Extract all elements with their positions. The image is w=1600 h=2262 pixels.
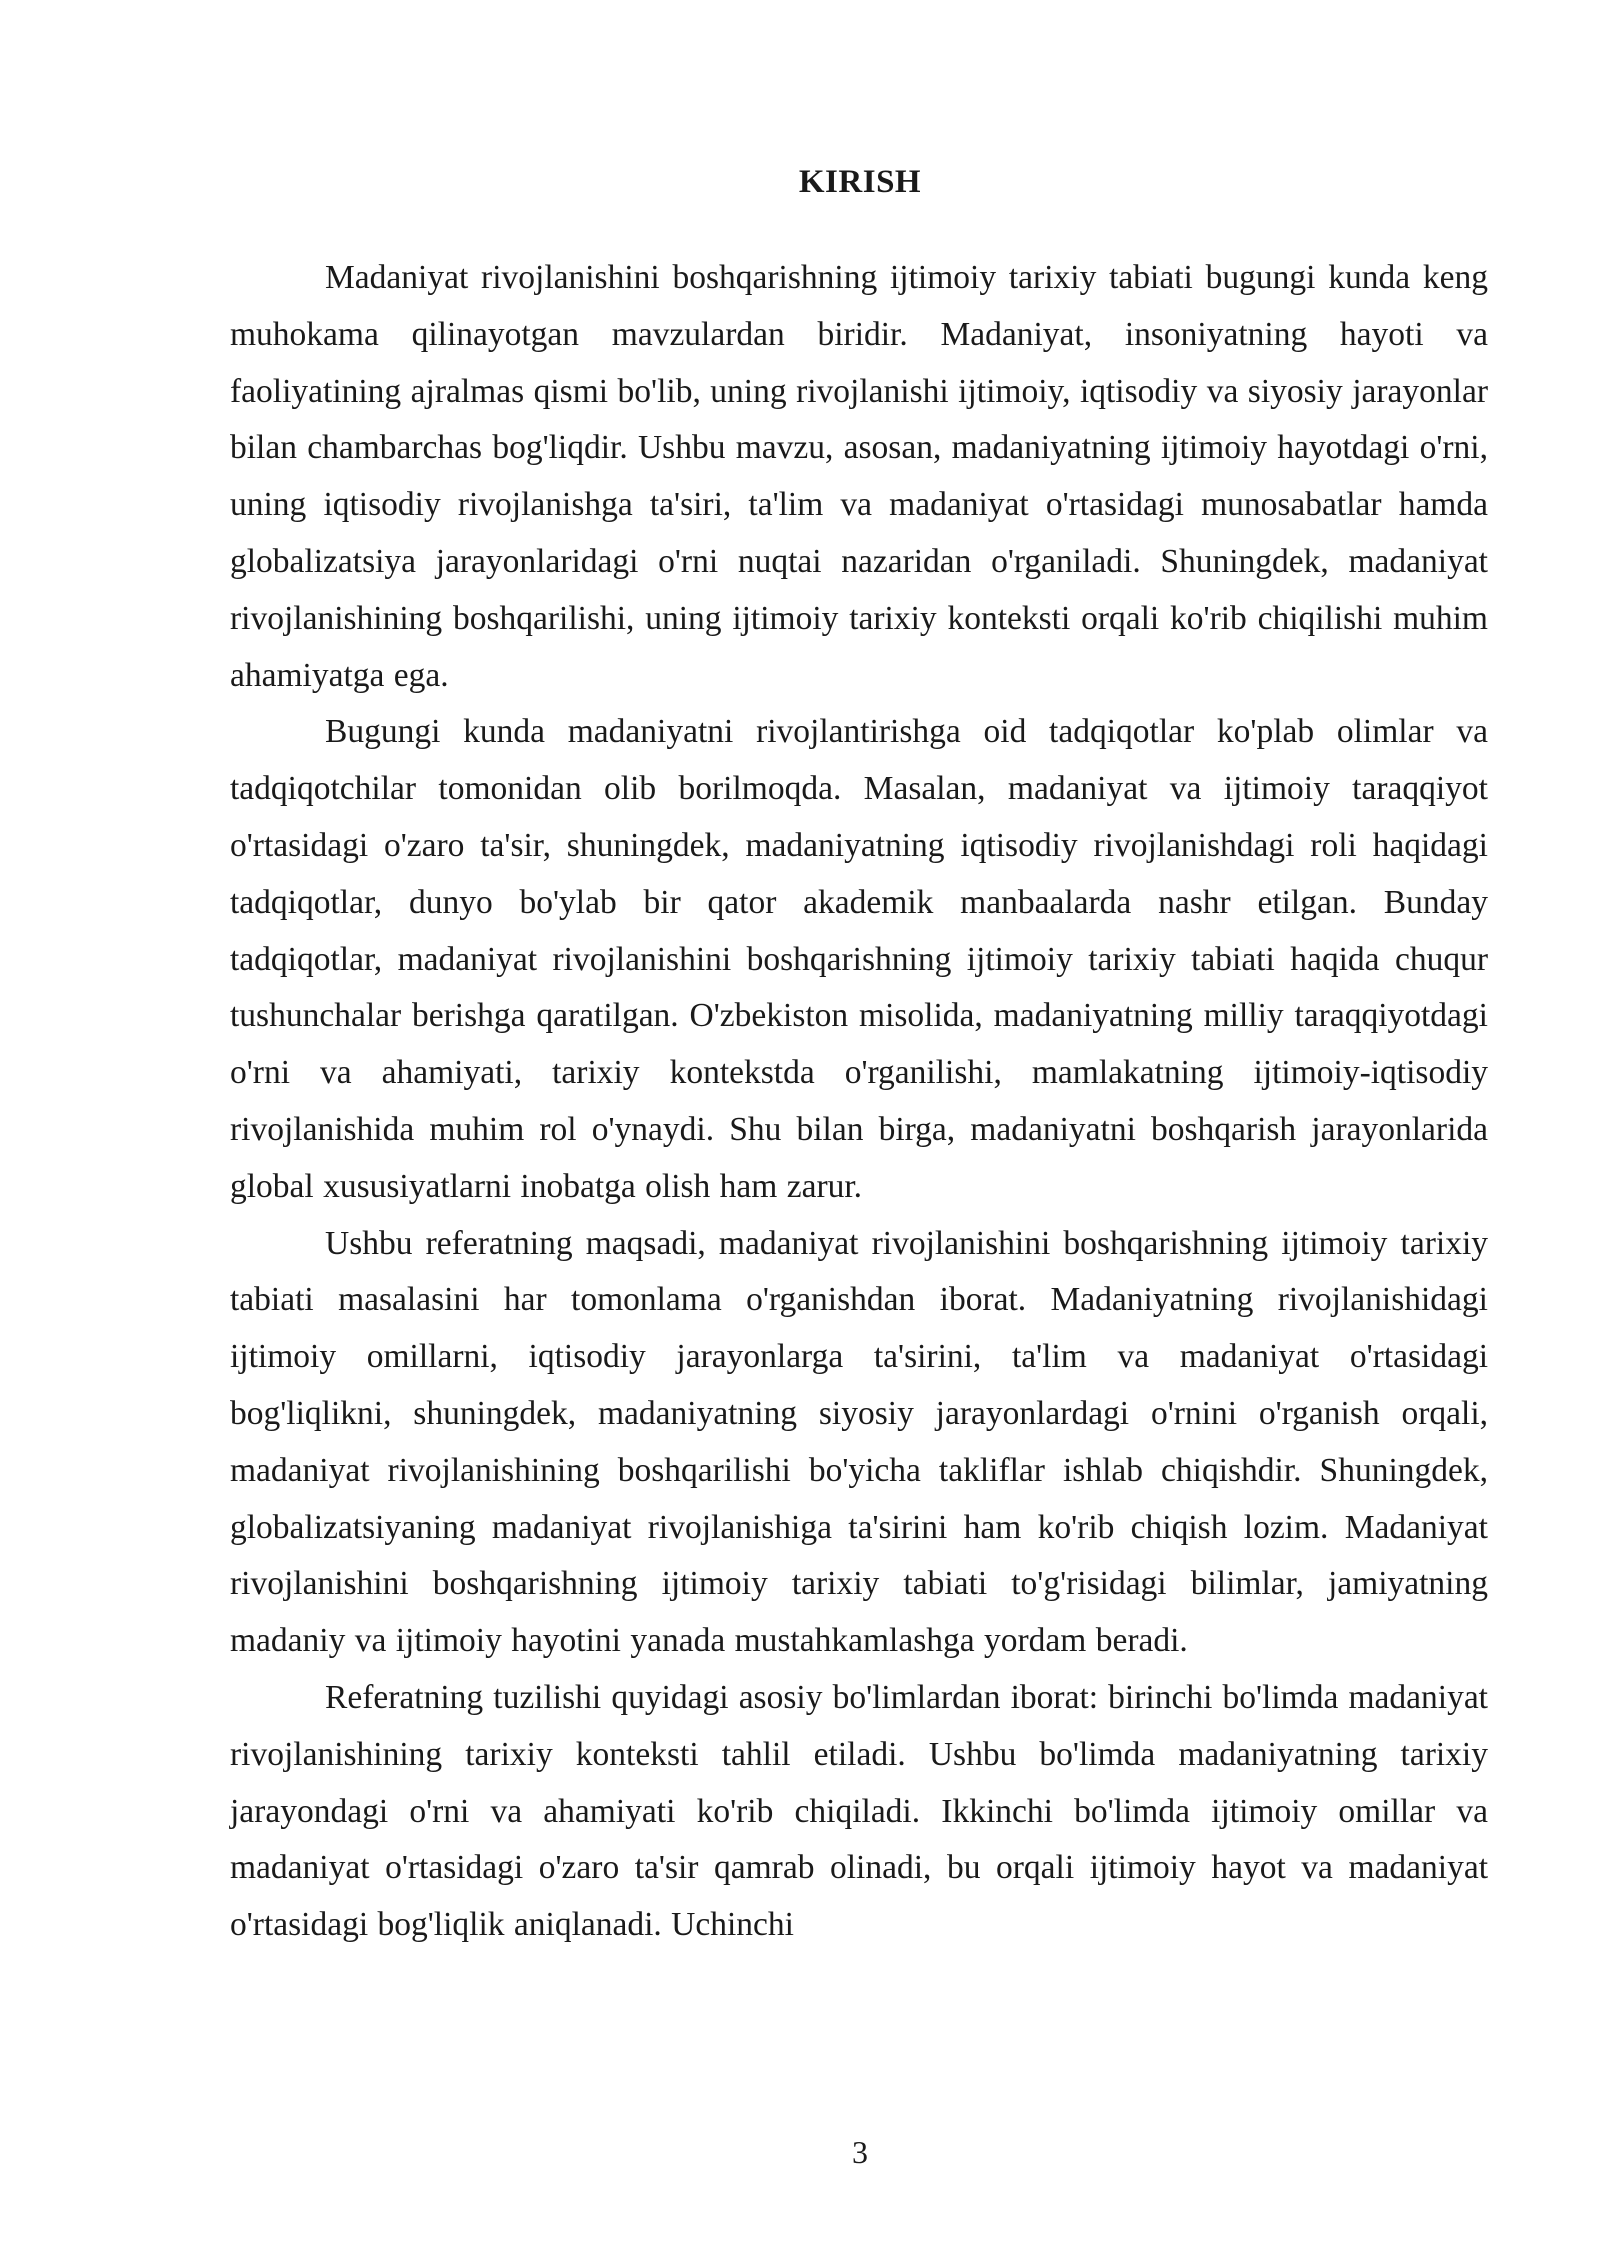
paragraph-1: Madaniyat rivojlanishini boshqarishning ijtimoiy tarixiy tabiati bugungi kunda keng muhokama qilinayotgan mavzulardan biridir. Madaniyat, insoniyatning hayoti va faoliyatining ajralmas qismi bo'lib, uning rivojlanishi ijtimoiy, iqtisodiy va siyosiy jarayonlar bilan chambarchas bog'liqdir. Ushbu mavzu, asosan, madaniyatning ijtimoiy hayotdagi o'rni, uning iqtisodiy rivojlanishga ta'siri, ta'lim va madaniyat o'rtasidagi munosabatlar hamda globalizatsiya jarayonlaridagi o'rni nuqtai nazaridan o'rganiladi. Shuningdek, madaniyat rivojlanishining boshqarilishi, uning ijtimoiy tarixiy konteksti orqali ko'rib chiqilishi muhim ahamiyatga ega. xyxy=(230,259,1488,694)
paragraph-4: Referatning tuzilishi quyidagi asosiy bo'limlardan iborat: birinchi bo'limda madaniyat rivojlanishining tarixiy konteksti tahlil etiladi. Ushbu bo'limda madaniyatning tarixiy jarayondagi o'rni va ahamiyati ko'rib chiqiladi. Ikkinchi bo'limda ijtimoiy omillar va madaniyat o'rtasidagi o'zaro ta'sir qamrab olinadi, bu orqali ijtimoiy hayot va madaniyat o'rtasidagi bog'liqlik aniqlanadi. Uchinchi xyxy=(230,1678,1488,1944)
page-number: 3 xyxy=(852,2134,868,2170)
paragraph-2: Bugungi kunda madaniyatni rivojlantirishga oid tadqiqotlar ko'plab olimlar va tadqiqotchilar tomonidan olib borilmoqda. Masalan, madaniyat va ijtimoiy taraqqiyot o'rtasidagi o'zaro ta'sir, shuningdek, madaniyatning iqtisodiy rivojlanishdagi roli haqidagi tadqiqotlar, dunyo bo'ylab bir qator akademik manbaalarda nashr etilgan. Bunday tadqiqotlar, madaniyat rivojlanishini boshqarishning ijtimoiy tarixiy tabiati haqida chuqur tushunchalar berishga qaratilgan. O'zbekiston misolida, madaniyatning milliy taraqqiyotdagi o'rni va ahamiyati, tarixiy kontekstda o'rganilishi, mamlakatning ijtimoiy-iqtisodiy rivojlanishida muhim rol o'ynaydi. Shu bilan birga, madaniyatni boshqarish jarayonlarida global xususiyatlarni inobatga olish ham zarur. xyxy=(230,713,1488,1205)
section-heading: KIRISH xyxy=(798,164,922,200)
body-text xyxy=(230,250,1488,1954)
paragraph-3: Ushbu referatning maqsadi, madaniyat rivojlanishini boshqarishning ijtimoiy tarixiy tabiati masalasini har tomonlama o'rganishdan iborat. Madaniyatning rivojlanishidagi ijtimoiy omillarni, iqtisodiy jarayonlarga ta'sirini, ta'lim va madaniyat o'rtasidagi bog'liqlikni, shuningdek, madaniyatning siyosiy jarayonlardagi o'rnini o'rganish orqali, madaniyat rivojlanishining boshqarilishi bo'yicha takliflar ishlab chiqishdir. Shuningdek, globalizatsiyaning madaniyat rivojlanishiga ta'sirini ham ko'rib chiqish lozim. Madaniyat rivojlanishini boshqarishning ijtimoiy tarixiy tabiati to'g'risidagi bilimlar, jamiyatning madaniy va ijtimoiy hayotini yanada mustahkamlashga yordam beradi. xyxy=(230,1224,1488,1660)
